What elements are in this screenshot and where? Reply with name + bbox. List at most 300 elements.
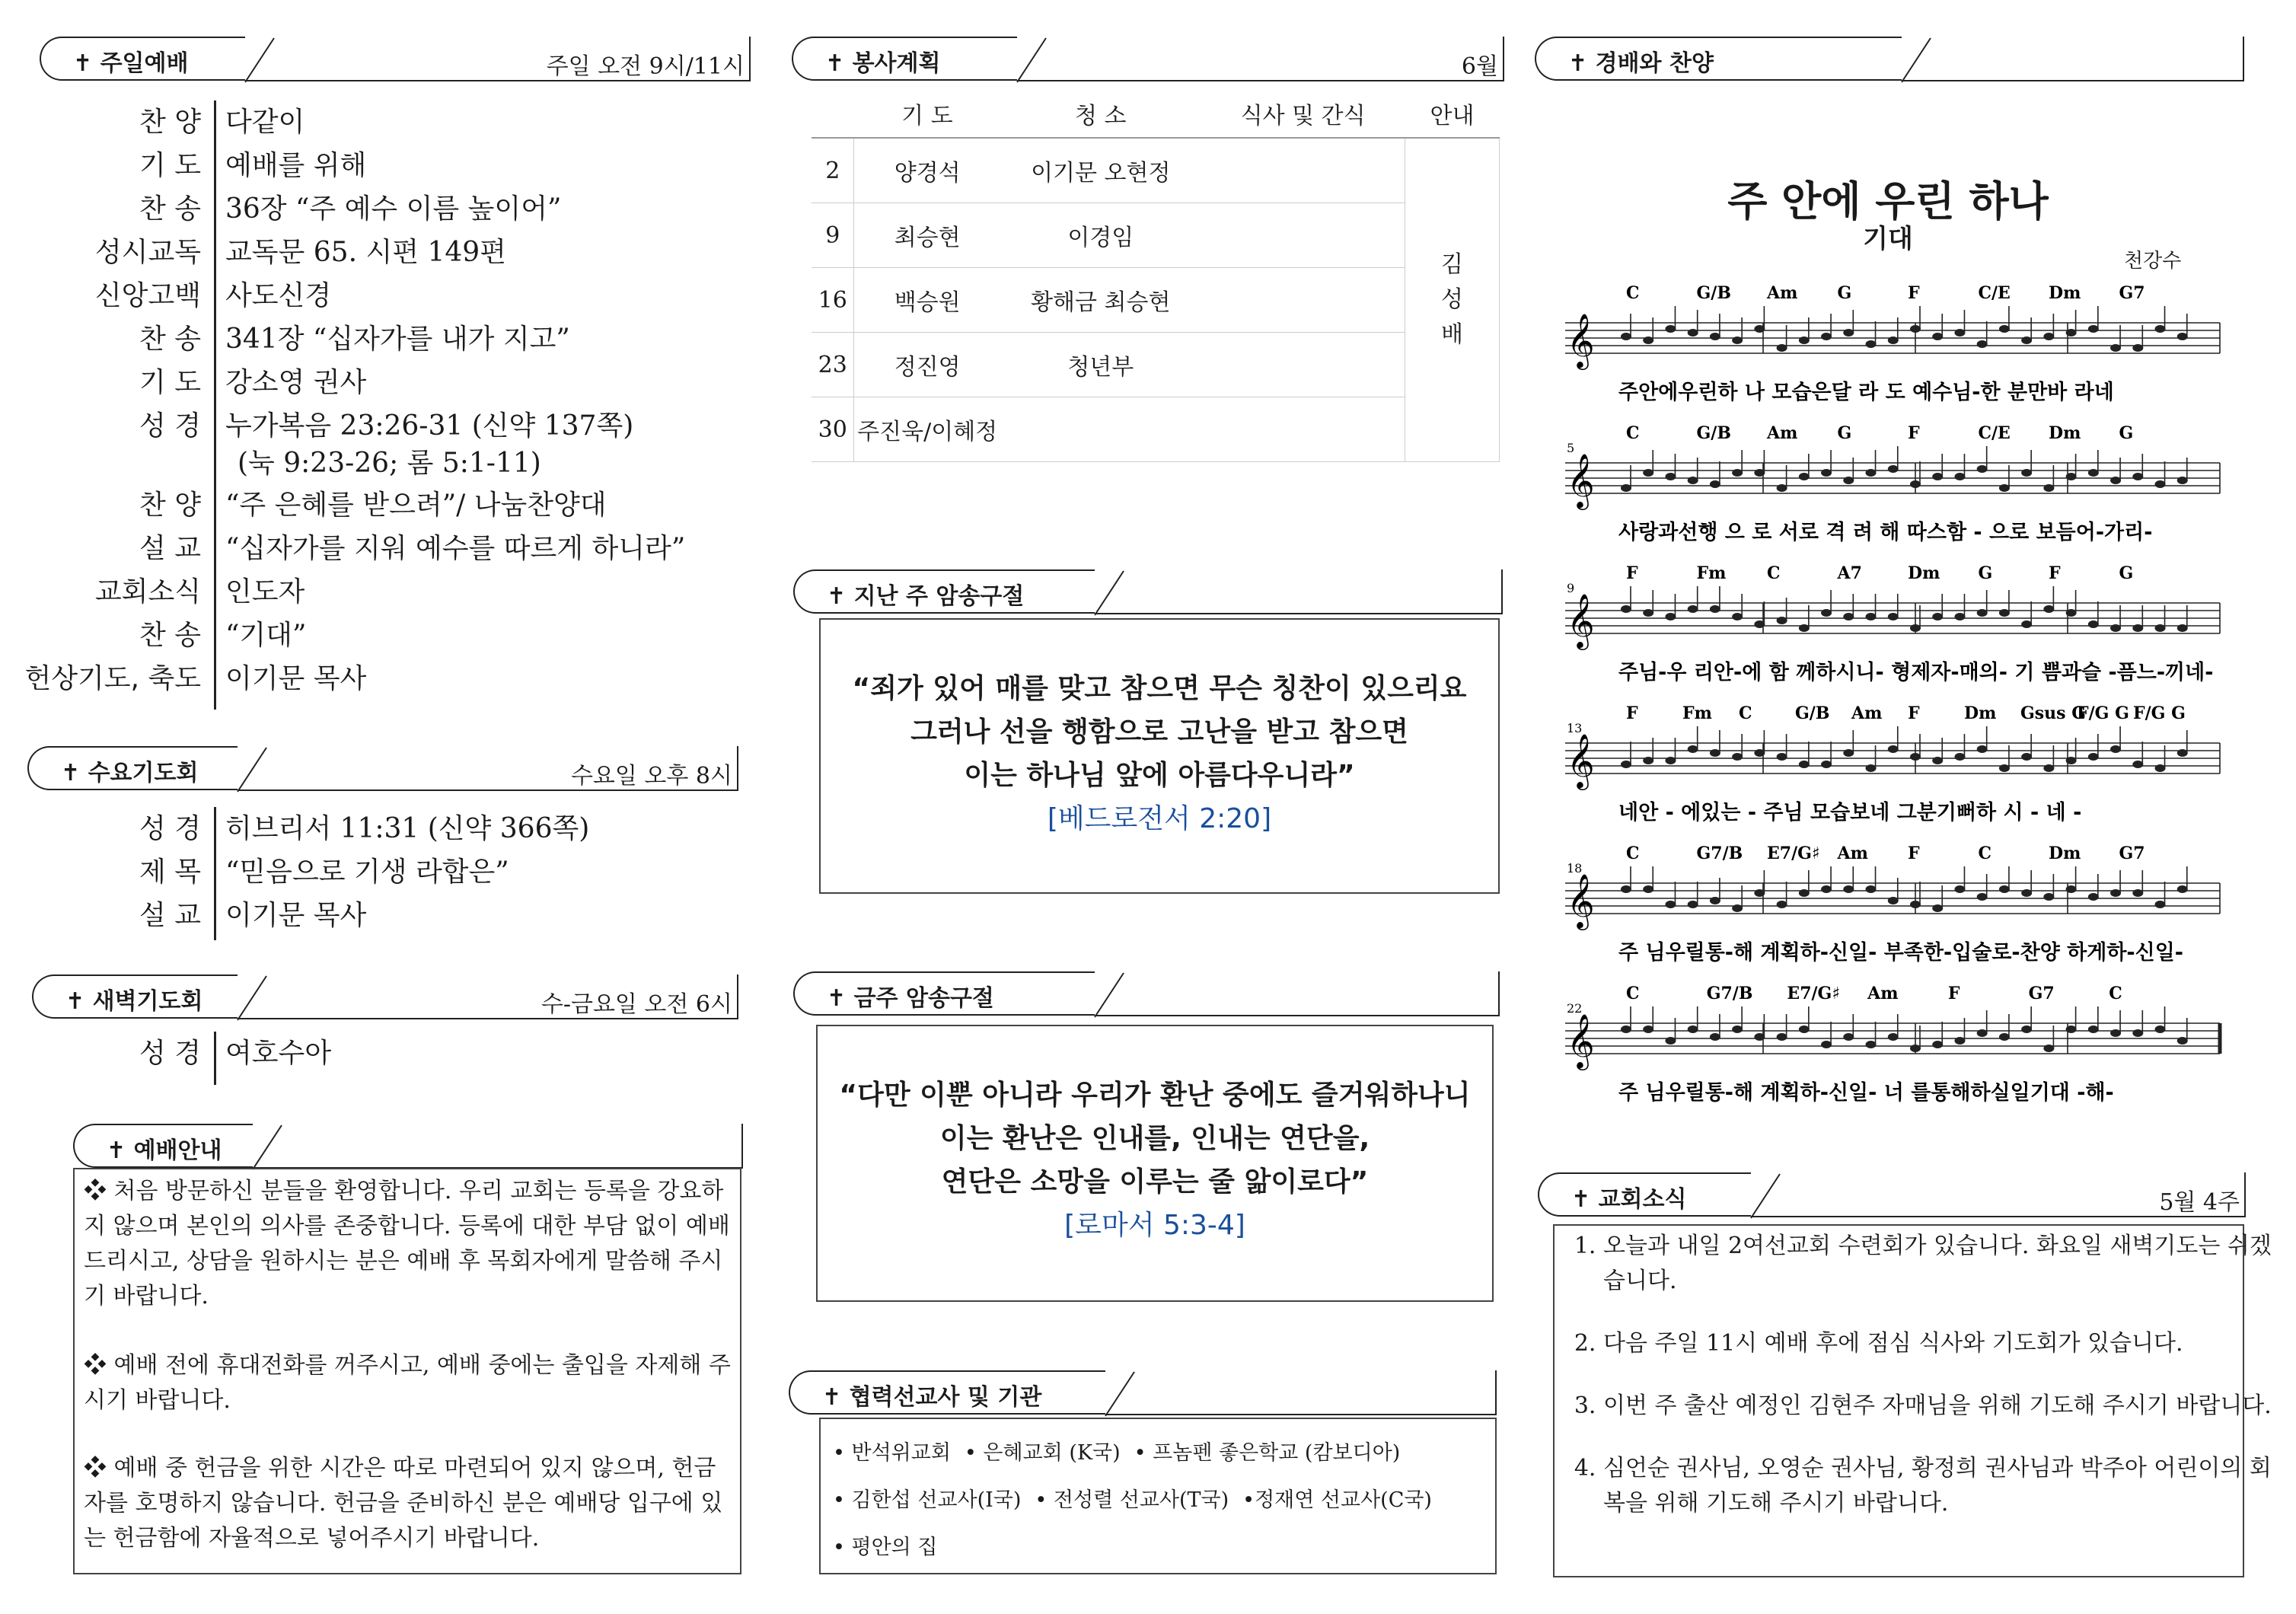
note-head bbox=[2110, 344, 2121, 352]
chord-label: C bbox=[1626, 984, 1640, 1003]
note-head bbox=[2043, 764, 2054, 772]
note-head bbox=[1643, 609, 1653, 617]
order-row bbox=[0, 657, 201, 700]
news-item: 2. 다음 주일 11시 예배 후에 점심 식사와 기도회가 있습니다. bbox=[1603, 1326, 2273, 1361]
chord-label: Gsus G bbox=[2020, 703, 2087, 723]
note-head bbox=[1688, 605, 1698, 613]
worship-guide-header bbox=[73, 1124, 743, 1169]
lyric-line: 주 님우릴통-해 계획하-신일- 부족한-입술로-찬양 하게하-신일- bbox=[1618, 941, 2184, 965]
table-row bbox=[812, 138, 1500, 203]
note-head bbox=[1732, 904, 1743, 912]
note-head bbox=[2155, 1025, 2166, 1033]
cleaning-cell bbox=[1000, 397, 1201, 462]
note-head bbox=[1977, 340, 1988, 348]
note-head bbox=[1843, 749, 1854, 757]
order-row bbox=[0, 807, 201, 850]
prayer-time: 수-금요일 오전 6시 bbox=[541, 991, 732, 1018]
measure-number: 22 bbox=[1567, 1001, 1583, 1016]
note-head bbox=[1754, 325, 1765, 333]
note-head bbox=[2043, 605, 2054, 613]
col-header: 청 소 bbox=[1000, 90, 1201, 138]
chord-label: Am bbox=[1867, 984, 1899, 1003]
note-head bbox=[2021, 889, 2032, 897]
order-value-text: “십자가를 지워 예수를 따르게 하니라” bbox=[225, 533, 686, 564]
note-head bbox=[2110, 745, 2121, 753]
note-head bbox=[2088, 469, 2099, 477]
section-title: ✝ 협력선교사 및 기관 bbox=[822, 1384, 1042, 1411]
note-head bbox=[2155, 624, 2166, 632]
order-label: 찬 양 bbox=[139, 490, 201, 521]
chord-label: Fm bbox=[1682, 703, 1712, 723]
chord-label: G7/B bbox=[1706, 984, 1753, 1003]
service-schedule-table bbox=[812, 90, 1500, 462]
chord-label: Am bbox=[1767, 283, 1798, 303]
note-head bbox=[1688, 901, 1698, 908]
note-head bbox=[1932, 333, 1943, 340]
treble-clef-icon: 𝄞 bbox=[1567, 312, 1595, 368]
note-head bbox=[1643, 469, 1653, 477]
note-head bbox=[1866, 764, 1877, 772]
note-head bbox=[1799, 1025, 1810, 1033]
note-head bbox=[1843, 613, 1854, 620]
note-head bbox=[1732, 753, 1743, 761]
tab-slash-icon bbox=[1900, 37, 1932, 84]
treble-clef-icon: 𝄞 bbox=[1567, 1013, 1595, 1068]
section-title: ✝ 금주 암송구절 bbox=[827, 985, 994, 1012]
note-head bbox=[2155, 480, 2166, 488]
verse-reference: [로마서 5:3-4] bbox=[1064, 1210, 1245, 1241]
note-head bbox=[1643, 1025, 1653, 1033]
order-label: 기 도 bbox=[139, 367, 201, 398]
note-head bbox=[1777, 753, 1787, 761]
chord-label: Dm bbox=[2049, 423, 2081, 443]
note-head bbox=[1999, 484, 2010, 492]
praise-header bbox=[1535, 37, 2244, 82]
note-head bbox=[2132, 624, 2143, 632]
note-head bbox=[1799, 761, 1810, 768]
tab-slash-icon bbox=[236, 746, 268, 793]
order-label: 찬 송 bbox=[139, 324, 201, 355]
music-system bbox=[1565, 703, 2220, 825]
order-label: 설 교 bbox=[139, 900, 201, 931]
note-head bbox=[2021, 753, 2032, 761]
note-head bbox=[1932, 473, 1943, 480]
service-plan-header bbox=[792, 37, 1504, 82]
guide-paragraph: ❖ 예배 중 헌금을 위한 시간은 따로 마련되어 있지 않으며, 헌금자를 호명하지 않습니다. 헌금을 준비하신 분은 예배당 입구에 있는 헌금함에 자율적으로 넣어주시기 바랍니다. bbox=[84, 1455, 723, 1552]
news-item: 4. 심언순 권사님, 오영순 권사님, 황정희 권사님과 박주아 어린이의 회복을 위해 기도해 주시기 바랍니다. bbox=[1603, 1451, 2273, 1521]
order-value-text: 이기문 목사 bbox=[225, 900, 367, 931]
note-head bbox=[2132, 889, 2143, 897]
chord-label: F bbox=[1947, 984, 1960, 1003]
mission-line bbox=[833, 1430, 1488, 1477]
note-head bbox=[1621, 605, 1631, 613]
note-head bbox=[1888, 337, 1899, 344]
order-label: 성 경 bbox=[139, 813, 201, 844]
chord-label: F bbox=[1908, 283, 1920, 303]
treble-clef-icon: 𝄞 bbox=[1567, 452, 1595, 508]
note-head bbox=[1888, 1033, 1899, 1041]
note-head bbox=[2177, 477, 2188, 484]
this-verse-header bbox=[793, 971, 1500, 1017]
order-value-text: 교독문 65. 시편 149편 bbox=[225, 237, 506, 268]
note-head bbox=[1665, 757, 1676, 764]
note-head bbox=[1866, 613, 1877, 620]
tab-slash-icon bbox=[236, 974, 268, 1022]
note-head bbox=[1888, 613, 1899, 620]
note-head bbox=[2088, 325, 2099, 333]
order-value-text: 다같이 bbox=[225, 107, 305, 138]
order-label: 제 목 bbox=[139, 856, 201, 888]
guide-cell bbox=[1405, 138, 1500, 462]
section-title: ✝ 교회소식 bbox=[1571, 1186, 1687, 1213]
note-head bbox=[1754, 889, 1765, 897]
section-title: ✝ 봉사계획 bbox=[825, 50, 941, 77]
note-head bbox=[1799, 889, 1810, 897]
missions-list bbox=[833, 1430, 1488, 1571]
note-head bbox=[2132, 761, 2143, 768]
order-row bbox=[0, 317, 201, 361]
order-label: 성 경 bbox=[139, 410, 201, 442]
prayer-cell: 정진영 bbox=[854, 333, 1000, 397]
note-head bbox=[2110, 1029, 2121, 1037]
note-head bbox=[1843, 477, 1854, 484]
news-week: 5월 4주 bbox=[2159, 1189, 2240, 1216]
note-head bbox=[2088, 1025, 2099, 1033]
meal-cell bbox=[1201, 268, 1405, 333]
note-head bbox=[1665, 1037, 1676, 1045]
note-head bbox=[2132, 473, 2143, 480]
sunday-worship-header bbox=[40, 37, 751, 82]
note-head bbox=[2155, 764, 2166, 772]
note-head bbox=[1621, 1025, 1631, 1033]
verse-line: 그러나 선을 행함으로 고난을 받고 참으면 bbox=[910, 716, 1408, 748]
note-head bbox=[1777, 484, 1787, 492]
order-value-text: “기대” bbox=[225, 620, 307, 651]
chord-label: G bbox=[1978, 563, 1993, 583]
note-head bbox=[2066, 473, 2077, 480]
note-head bbox=[1910, 901, 1921, 908]
order-value-text: 이기문 목사 bbox=[225, 663, 367, 694]
note-head bbox=[2066, 609, 2077, 617]
lyric-line: 주 님우릴통-해 계획하-신일- 너 를통해하실일기대 -해- bbox=[1618, 1081, 2114, 1104]
note-head bbox=[1843, 885, 1854, 893]
mission-item: • 김한섭 선교사(I국) bbox=[833, 1488, 1022, 1512]
order-value-text: 강소영 권사 bbox=[225, 367, 367, 398]
lyric-line: 사랑과선행 으 로 서로 격 려 해 따스함 - 으로 보듬어-가리- bbox=[1618, 521, 2153, 544]
worship-time: 주일 오전 9시/11시 bbox=[546, 53, 745, 80]
order-value-text: 사도신경 bbox=[225, 280, 332, 311]
note-head bbox=[1821, 1041, 1832, 1048]
order-value-text: “주 은혜를 받으려”/ 나눔찬양대 bbox=[225, 490, 607, 521]
note-head bbox=[1732, 1025, 1743, 1033]
guide-paragraph: ❖ 예배 전에 휴대전화를 꺼주시고, 예배 중에는 출입을 자제해 주시기 바랍니다. bbox=[84, 1352, 731, 1414]
song-title: 주 안에 우린 하나 bbox=[1727, 177, 2049, 225]
note-head bbox=[2177, 624, 2188, 632]
score-svg bbox=[1558, 282, 2227, 1104]
chord-label: G7/B bbox=[1696, 844, 1743, 863]
chord-label: F bbox=[1626, 703, 1638, 723]
order-row bbox=[0, 1032, 201, 1075]
order-row bbox=[0, 570, 201, 614]
lyric-line: 주안에우린하 나 모습은달 라 도 예수님-한 분만바 라네 bbox=[1618, 381, 2114, 404]
day-cell: 16 bbox=[812, 268, 854, 333]
chord-label: G7 bbox=[2119, 844, 2145, 863]
order-value-text: 히브리서 11:31 (신약 366쪽) bbox=[225, 813, 590, 844]
chord-label: C/E bbox=[1978, 283, 2011, 303]
note-head bbox=[2066, 329, 2077, 337]
last-verse-text bbox=[819, 667, 1500, 840]
order-label: 설 교 bbox=[139, 533, 201, 564]
section-title: ✝ 경배와 찬양 bbox=[1568, 50, 1714, 77]
chord-label: E7/G♯ bbox=[1787, 984, 1840, 1003]
order-row bbox=[0, 527, 201, 570]
note-head bbox=[1999, 1033, 2010, 1041]
music-system bbox=[1565, 844, 2220, 965]
order-value-text: (눅 9:23-26; 롬 5:1-11) bbox=[238, 448, 541, 479]
treble-clef-icon: 𝄞 bbox=[1567, 872, 1595, 928]
verse-line: “죄가 있어 매를 맞고 참으면 무슨 칭찬이 있으리요 bbox=[852, 673, 1467, 704]
note-head bbox=[1754, 469, 1765, 477]
mission-item: • 은혜교회 (K국) bbox=[964, 1441, 1121, 1465]
note-head bbox=[2088, 753, 2099, 761]
chord-label: Am bbox=[1851, 703, 1883, 723]
note-head bbox=[2132, 1029, 2143, 1037]
guide-name-char: 김 bbox=[1441, 251, 1463, 278]
order-row bbox=[0, 850, 201, 894]
note-head bbox=[2155, 325, 2166, 333]
tab-slash-icon bbox=[244, 37, 276, 84]
chord-label: F bbox=[1908, 423, 1920, 443]
note-head bbox=[1954, 1037, 1965, 1045]
order-label: 찬 송 bbox=[139, 620, 201, 651]
chord-label: F bbox=[2049, 563, 2061, 583]
note-head bbox=[1954, 753, 1965, 761]
note-head bbox=[1977, 1029, 1988, 1037]
note-head bbox=[1688, 477, 1698, 484]
col-header bbox=[812, 90, 854, 138]
note-head bbox=[2088, 620, 2099, 628]
chord-label: F/G G bbox=[2133, 703, 2186, 723]
note-head bbox=[1777, 901, 1787, 908]
prayer-cell: 주진욱/이혜정 bbox=[854, 397, 1000, 462]
chord-label: Dm bbox=[2049, 283, 2081, 303]
order-row bbox=[0, 894, 201, 937]
note-head bbox=[1888, 745, 1899, 753]
chord-label: Dm bbox=[1908, 563, 1940, 583]
order-label: 기 도 bbox=[139, 150, 201, 181]
note-head bbox=[1710, 897, 1720, 904]
guide-name-char: 성 bbox=[1441, 286, 1463, 313]
note-head bbox=[1910, 624, 1921, 632]
chord-label: Dm bbox=[2049, 844, 2081, 863]
prayer-time: 수요일 오후 8시 bbox=[570, 763, 732, 789]
church-news-list bbox=[1565, 1229, 2273, 1549]
divider bbox=[214, 807, 216, 940]
note-head bbox=[1799, 624, 1810, 632]
order-value-text: 341장 “십자가를 내가 지고” bbox=[225, 324, 570, 355]
note-head bbox=[2066, 757, 2077, 764]
sheet-music bbox=[1558, 282, 2227, 1104]
song-subtitle: 기대 bbox=[1863, 224, 1913, 254]
note-head bbox=[1665, 473, 1676, 480]
dawn-prayer-header bbox=[32, 974, 738, 1020]
note-head bbox=[2177, 1037, 2188, 1045]
mission-line bbox=[833, 1477, 1488, 1524]
chord-label: C bbox=[1626, 283, 1640, 303]
note-head bbox=[1732, 613, 1743, 620]
order-value-text: “믿음으로 기생 라합은” bbox=[225, 856, 509, 888]
note-head bbox=[2021, 620, 2032, 628]
note-head bbox=[2043, 1045, 2054, 1052]
col-header: 식사 및 간식 bbox=[1201, 90, 1405, 138]
note-head bbox=[1621, 885, 1631, 893]
order-row bbox=[0, 361, 201, 404]
note-head bbox=[1999, 764, 2010, 772]
cleaning-cell: 황해금 최승현 bbox=[1000, 268, 1201, 333]
note-head bbox=[2110, 477, 2121, 484]
chord-label: F bbox=[1908, 703, 1920, 723]
chord-label: Am bbox=[1767, 423, 1798, 443]
note-head bbox=[1665, 613, 1676, 620]
note-head bbox=[1799, 337, 1810, 344]
day-cell: 2 bbox=[812, 138, 854, 203]
guide-paragraph: ❖ 처음 방문하신 분들을 환영합니다. 우리 교회는 등록을 강요하지 않으며 본인의 의사를 존중합니다. 등록에 대한 부담 없이 예배드리시고, 상담을 원하시는 분은 예배 후 목회자에게 말씀해 주시기 바랍니다. bbox=[84, 1178, 730, 1309]
note-head bbox=[2155, 901, 2166, 908]
order-value-text: 여호수아 bbox=[225, 1038, 332, 1069]
mission-item: •정재연 선교사(C국) bbox=[1242, 1488, 1432, 1512]
note-head bbox=[1977, 893, 1988, 901]
note-head bbox=[1710, 605, 1720, 613]
note-head bbox=[2021, 337, 2032, 344]
note-head bbox=[1866, 469, 1877, 477]
chord-label: G/B bbox=[1696, 283, 1731, 303]
chord-label: C bbox=[2109, 984, 2122, 1003]
note-head bbox=[1710, 333, 1720, 340]
note-head bbox=[1621, 761, 1631, 768]
note-head bbox=[2088, 893, 2099, 901]
cleaning-cell: 이경임 bbox=[1000, 203, 1201, 268]
note-head bbox=[1710, 1033, 1720, 1041]
order-value-text: 누가복음 23:26-31 (신약 137쪽) bbox=[225, 410, 634, 442]
note-head bbox=[1688, 1025, 1698, 1033]
note-head bbox=[2043, 333, 2054, 340]
table-row bbox=[812, 268, 1500, 333]
note-head bbox=[1977, 609, 1988, 617]
note-head bbox=[1821, 761, 1832, 768]
mission-item: • 평안의 집 bbox=[833, 1536, 938, 1559]
wednesday-prayer-header bbox=[27, 746, 738, 792]
note-head bbox=[1888, 897, 1899, 904]
verse-line: 이는 환난은 인내를, 인내는 연단을, bbox=[939, 1123, 1370, 1154]
order-label: 찬 양 bbox=[139, 107, 201, 138]
tab-slash-icon bbox=[1749, 1172, 1781, 1220]
meal-cell bbox=[1201, 203, 1405, 268]
song-composer: 천강수 bbox=[2124, 250, 2182, 273]
chord-label: G/B bbox=[1795, 703, 1830, 723]
note-head bbox=[1777, 617, 1787, 624]
note-head bbox=[1954, 885, 1965, 893]
note-head bbox=[1665, 901, 1676, 908]
note-head bbox=[1977, 745, 1988, 753]
day-cell: 9 bbox=[812, 203, 854, 268]
note-head bbox=[1999, 885, 2010, 893]
note-head bbox=[1999, 609, 2010, 617]
treble-clef-icon: 𝄞 bbox=[1567, 732, 1595, 788]
chord-label: A7 bbox=[1837, 563, 1862, 583]
note-head bbox=[2043, 893, 2054, 901]
section-title: ✝ 예배안내 bbox=[107, 1137, 222, 1164]
measure-number: 13 bbox=[1567, 721, 1583, 735]
section-title: ✝ 수요기도회 bbox=[61, 760, 199, 786]
music-system bbox=[1565, 283, 2220, 404]
chord-label: G bbox=[2119, 563, 2134, 583]
note-head bbox=[1643, 337, 1653, 344]
tab-slash-icon bbox=[1093, 971, 1125, 1019]
note-head bbox=[1754, 620, 1765, 628]
col-header: 기 도 bbox=[854, 90, 1000, 138]
note-head bbox=[1754, 1033, 1765, 1041]
note-head bbox=[1954, 329, 1965, 337]
note-head bbox=[2177, 885, 2188, 893]
note-head bbox=[1910, 1045, 1921, 1052]
note-head bbox=[1932, 1041, 1943, 1048]
note-head bbox=[1710, 749, 1720, 757]
note-head bbox=[1643, 757, 1653, 764]
divider bbox=[214, 100, 216, 710]
chord-label: F bbox=[1626, 563, 1638, 583]
note-head bbox=[1799, 473, 1810, 480]
note-head bbox=[2066, 1025, 2077, 1033]
tab-slash-icon bbox=[1093, 569, 1125, 617]
this-verse-text bbox=[816, 1073, 1494, 1247]
order-label: 신앙고백 bbox=[94, 280, 201, 311]
note-head bbox=[1977, 465, 1988, 473]
note-head bbox=[1777, 344, 1787, 352]
divider bbox=[214, 1032, 216, 1085]
music-system bbox=[1565, 563, 2220, 684]
note-head bbox=[1821, 609, 1832, 617]
order-label: 교회소식 bbox=[94, 576, 201, 608]
chord-label: G/B bbox=[1696, 423, 1731, 443]
note-head bbox=[1754, 749, 1765, 757]
mission-item: • 프놈펜 좋은학교 (캄보디아) bbox=[1134, 1441, 1401, 1465]
order-value-text: 예배를 위해 bbox=[225, 150, 367, 181]
chord-label: C bbox=[1739, 703, 1752, 723]
note-head bbox=[1665, 325, 1676, 333]
order-row bbox=[0, 144, 201, 187]
missions-header bbox=[789, 1370, 1497, 1416]
news-item: 3. 이번 주 출산 예정인 김현주 자매님을 위해 기도해 주시기 바랍니다. bbox=[1603, 1389, 2273, 1424]
chord-label: G bbox=[1837, 423, 1852, 443]
note-head bbox=[1954, 613, 1965, 620]
note-head bbox=[1821, 333, 1832, 340]
section-title: ✝ 주일예배 bbox=[73, 50, 189, 77]
note-head bbox=[1732, 337, 1743, 344]
table-row bbox=[812, 203, 1500, 268]
mission-line bbox=[833, 1524, 1488, 1571]
cleaning-cell: 이기문 오현정 bbox=[1000, 138, 1201, 203]
tab-slash-icon bbox=[251, 1124, 283, 1171]
chord-label: C bbox=[1767, 563, 1781, 583]
note-head bbox=[1821, 469, 1832, 477]
note-head bbox=[1932, 757, 1943, 764]
chord-label: C/E bbox=[1978, 423, 2011, 443]
table-row bbox=[812, 397, 1500, 462]
section-title: ✝ 지난 주 암송구절 bbox=[827, 583, 1025, 610]
order-row bbox=[0, 100, 201, 144]
meal-cell bbox=[1201, 138, 1405, 203]
cleaning-cell: 청년부 bbox=[1000, 333, 1201, 397]
